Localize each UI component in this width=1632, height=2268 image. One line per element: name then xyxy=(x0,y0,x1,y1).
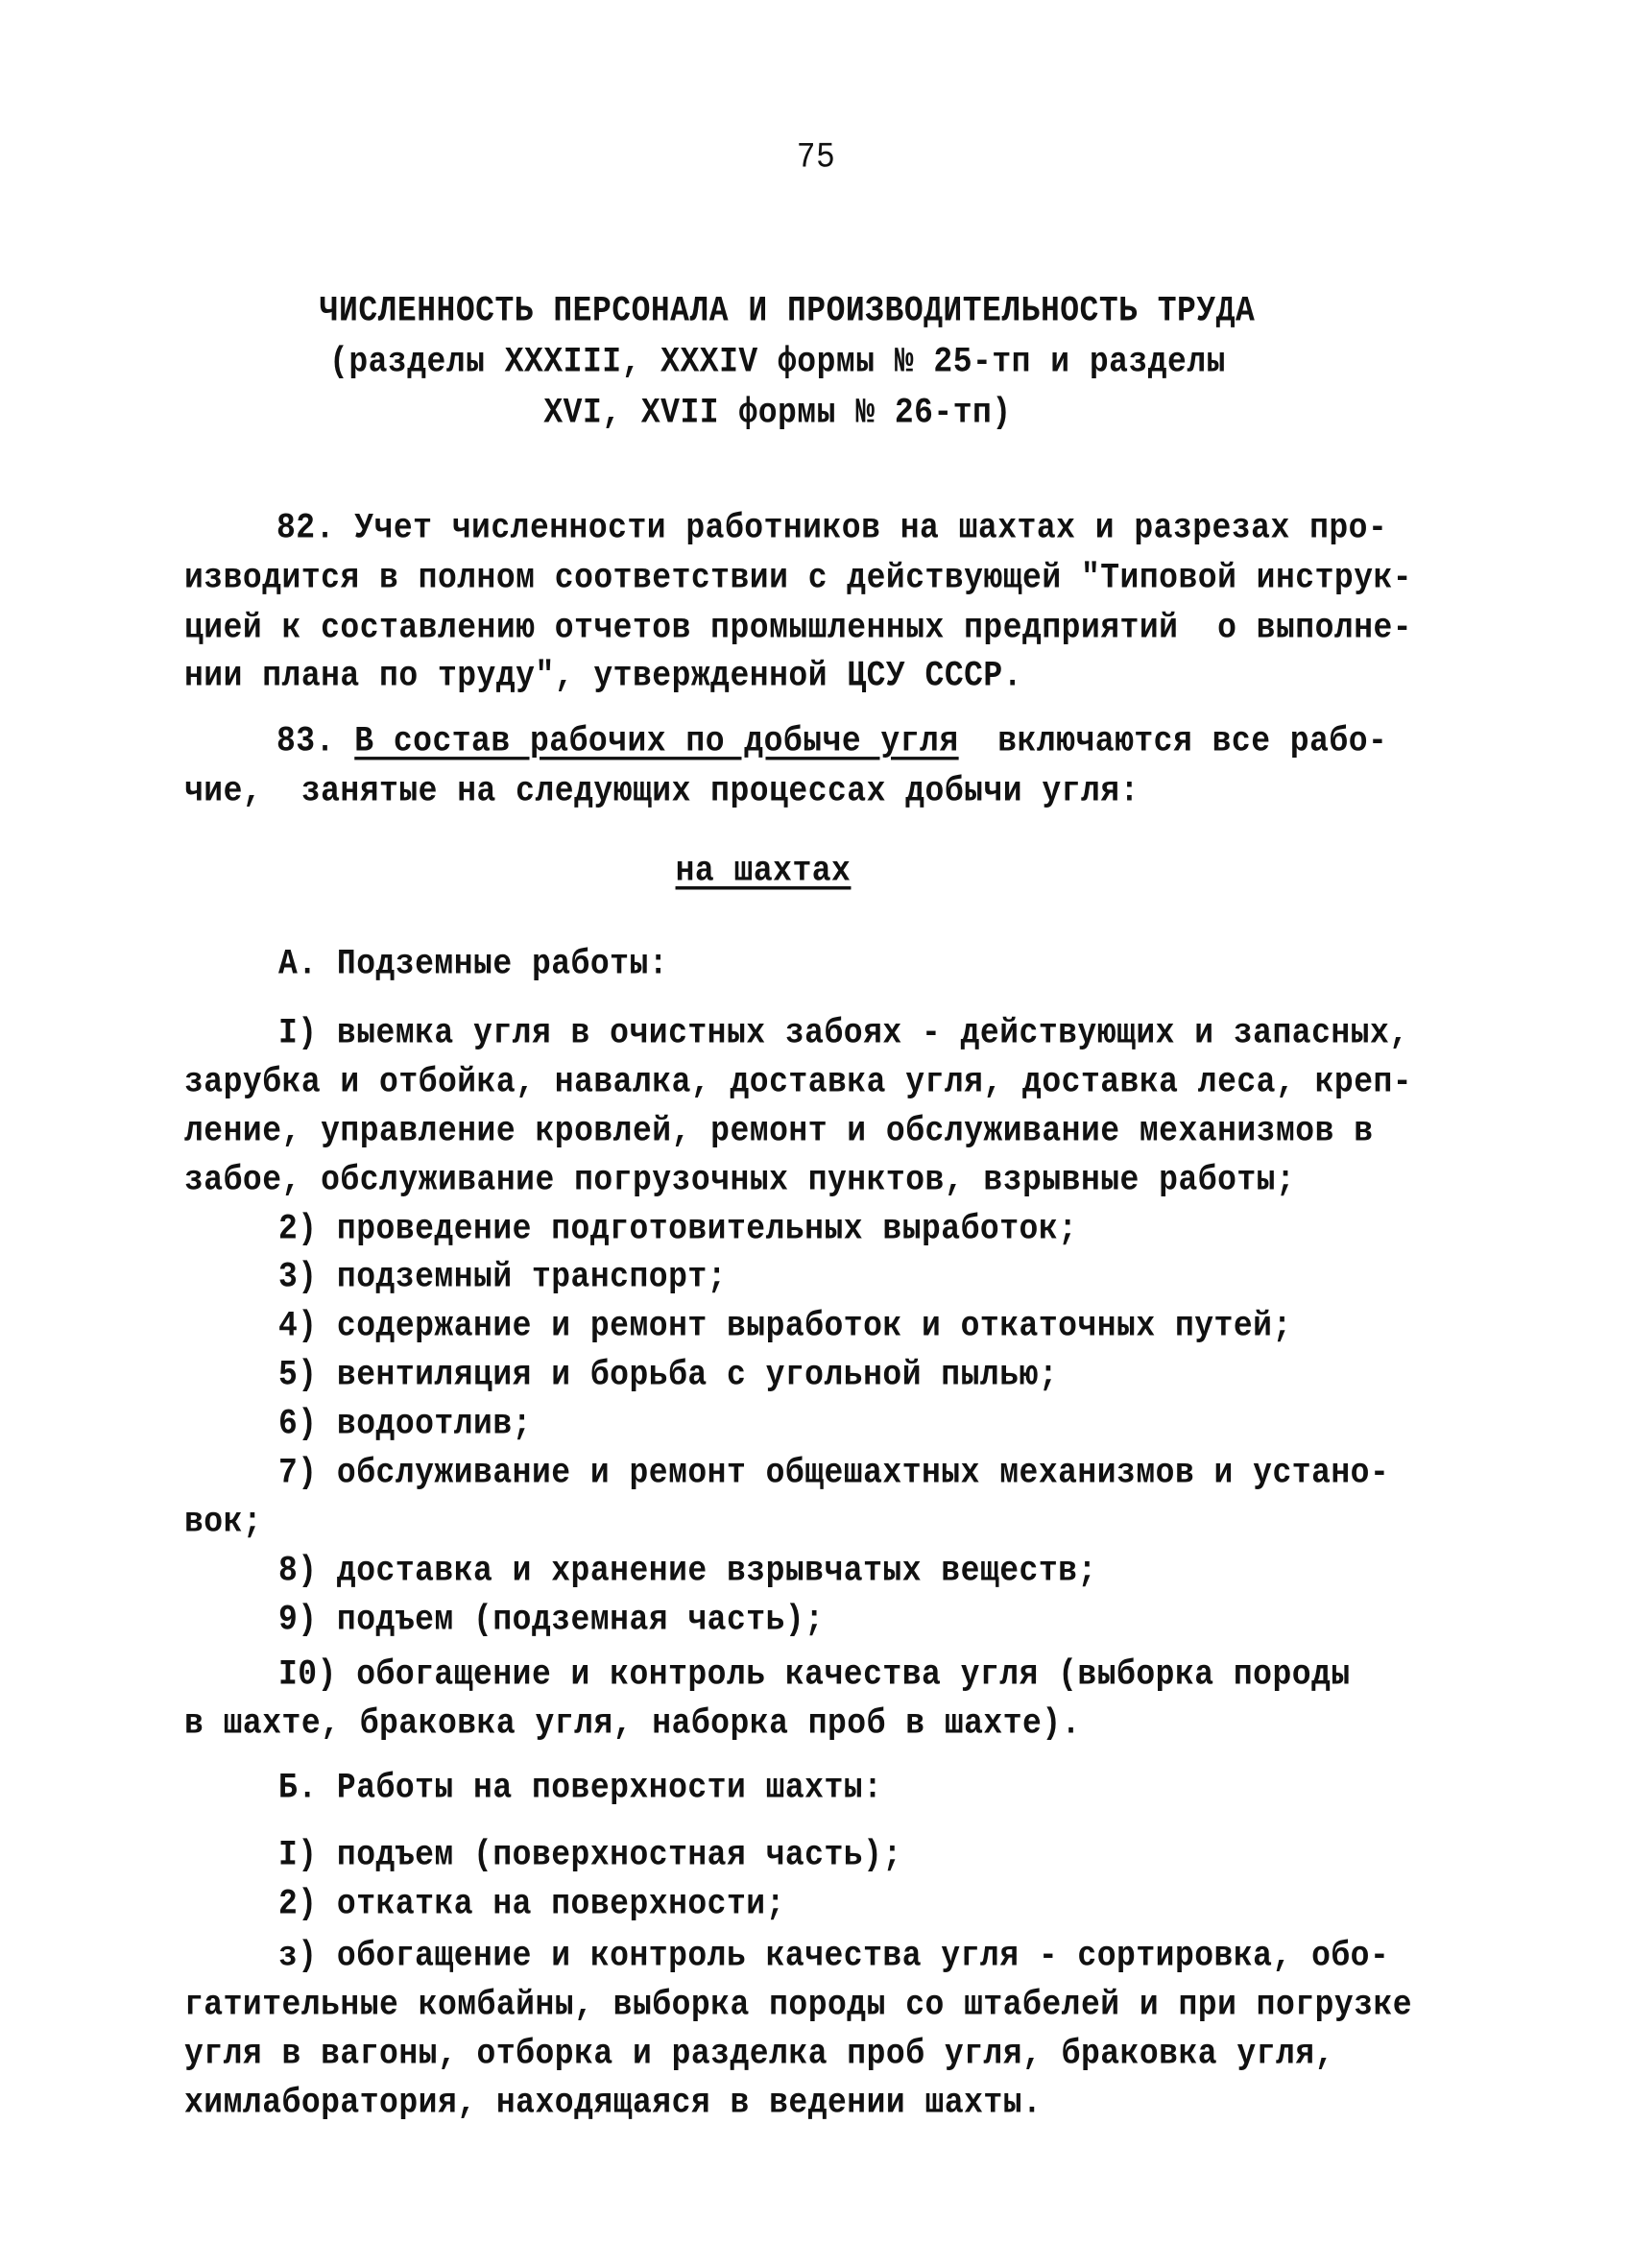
list-item: 2) проведение подготовительных выработок; xyxy=(278,1209,1078,1249)
list-item: 5) вентиляция и борьба с угольной пылью; xyxy=(278,1355,1059,1395)
text-line: в шахте, браковка угля, наборка проб в шахте). xyxy=(184,1703,1081,1744)
list-item: I0) обогащение и контроль качества угля (выборка породы xyxy=(278,1654,1351,1695)
text-line: химлаборатория, находящаяся в ведении шахты. xyxy=(184,2083,1043,2123)
list-item: I) выемка угля в очистных забоях - действующих и запасных, xyxy=(278,1013,1409,1053)
list-item: 2) откатка на поверхности; xyxy=(278,1884,785,1924)
title-line: ЧИСЛЕННОСТЬ ПЕРСОНАЛА И ПРОИЗВОДИТЕЛЬНОСТЬ ТРУДА xyxy=(319,291,1256,331)
list-item: з) обогащение и контроль качества угля - сортировка, обо- xyxy=(278,1936,1390,1976)
underlined-term: В состав рабочих по добыче угля xyxy=(354,721,959,761)
list-item: 9) подъем (подземная часть); xyxy=(278,1600,825,1640)
item-number: 83. xyxy=(276,721,335,761)
list-item: 4) содержание и ремонт выработок и откаточных путей; xyxy=(278,1306,1292,1346)
title-line: (разделы XXXIII, XXXIV формы № 25-тп и разделы xyxy=(329,342,1226,382)
page-number: 75 xyxy=(796,137,836,178)
text-line: забое, обслуживание погрузочных пунктов, взрывные работы; xyxy=(184,1160,1296,1200)
list-item: 8) доставка и хранение взрывчатых веществ; xyxy=(278,1551,1097,1591)
text: включаются все рабо- xyxy=(958,721,1388,761)
list-item: 6) водоотлив; xyxy=(278,1404,532,1444)
list-item: 7) обслуживание и ремонт общешахтных механизмов и устано- xyxy=(278,1453,1390,1493)
text-line: ление, управление кровлей, ремонт и обслуживание механизмов в xyxy=(184,1111,1374,1151)
text-line: гатительные комбайны, выборка породы со штабелей и при погрузке xyxy=(184,1985,1413,2025)
text-line: нии плана по труду", утвержденной ЦСУ СССР. xyxy=(184,656,1023,696)
text-line: вок; xyxy=(184,1502,263,1542)
list-item: 3) подземный транспорт; xyxy=(278,1257,727,1297)
section-heading: А. Подземные работы: xyxy=(278,944,669,984)
list-item: I) подъем (поверхностная часть); xyxy=(278,1835,902,1875)
text-line xyxy=(276,720,1387,763)
text-line: изводится в полном соответствии с действующей "Типовой инструк- xyxy=(184,558,1413,598)
text-line: чие, занятые на следующих процессах добычи угля: xyxy=(184,771,1140,811)
subheading: на шахтах xyxy=(675,851,852,891)
title-line: XVI, XVII формы № 26-тп) xyxy=(543,393,1012,433)
text-line: зарубка и отбойка, навалка, доставка угля, доставка леса, креп- xyxy=(184,1062,1413,1102)
text-line: цией к составлению отчетов промышленных предприятий о выполне- xyxy=(184,608,1413,648)
text-line: 82. Учет численности работников на шахтах и разрезах про- xyxy=(276,508,1388,548)
text-line: угля в вагоны, отборка и разделка проб угля, браковка угля, xyxy=(184,2034,1334,2074)
section-heading: Б. Работы на поверхности шахты: xyxy=(278,1768,883,1808)
